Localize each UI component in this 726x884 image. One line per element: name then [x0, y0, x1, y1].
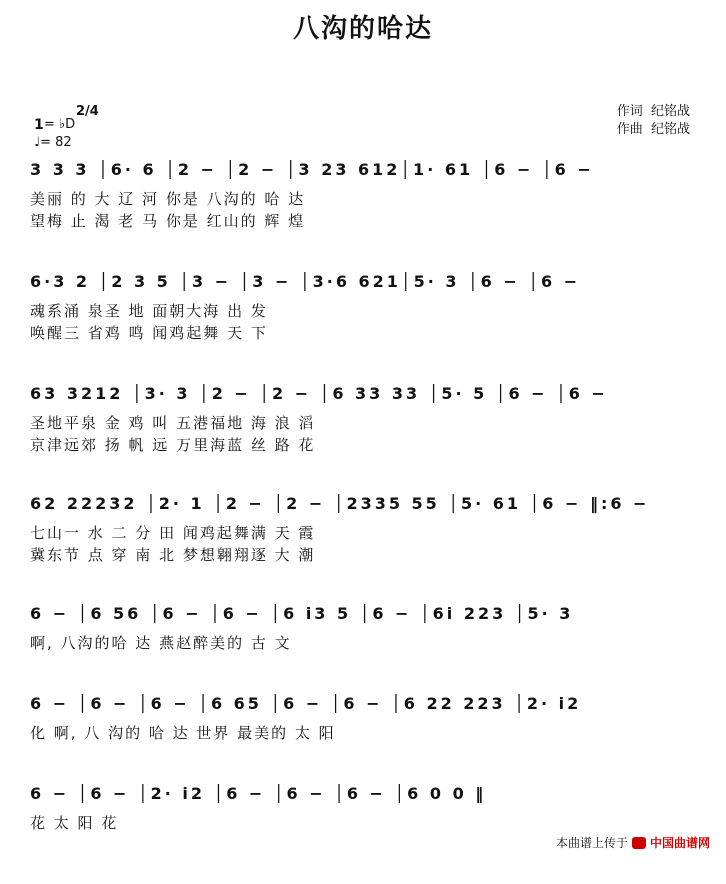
notes-line: 3 3 3 │6· 6 │2 − │2 − │3 23 612│1· 61 │6 − │6 −	[30, 160, 594, 179]
credits	[617, 103, 690, 139]
lyrics-verse-2: 望梅 止 渴 老 马 你是 红山的 辉 煌	[30, 212, 306, 230]
score-system-1	[0, 160, 726, 260]
key-eq: = ♭D	[44, 117, 76, 132]
lyrics-verse-1: 啊, 八沟的哈 达 燕赵醉美的 古 文	[30, 634, 292, 652]
lyrics-verse-1: 化 啊, 八 沟的 哈 达 世界 最美的 太 阳	[30, 724, 336, 742]
lyrics-verse-1: 魂系涌 泉圣 地 面朝大海 出 发	[30, 302, 268, 320]
key-signature	[30, 103, 100, 151]
page-title: 八沟的哈达	[292, 14, 433, 44]
site-logo-icon	[632, 837, 646, 849]
lyrics-verse-1: 七山一 水 二 分 田 闻鸡起舞满 天 霞	[30, 524, 316, 542]
score-system-5	[0, 604, 726, 704]
notes-line: 63 3212 │3· 3 │2 − │2 − │6 33 33 │5· 5 │6 − │6 −	[30, 384, 608, 403]
notes-line: 6·3 2 │2 3 5 │3 − │3 − │3·6 621│5· 3 │6 − │6 −	[30, 272, 581, 291]
composer: 作曲 纪铭战	[616, 122, 690, 137]
score-system-4	[0, 494, 726, 594]
site-logo-text[interactable]: 中国曲谱网	[649, 836, 710, 850]
key-one: 1	[34, 117, 44, 133]
lyricist: 作词 纪铭战	[616, 104, 690, 119]
time-signature: 2/4	[76, 104, 99, 119]
lyrics-verse-1: 美丽 的 大 辽 河 你是 八沟的 哈 达	[30, 190, 306, 208]
notes-line: 6 − │6 − │6 − │6 65 │6 − │6 − │6 22 223 │2· i2	[30, 694, 582, 713]
footer-text: 本曲谱上传于	[555, 836, 628, 850]
tempo: ♩= 82	[34, 135, 72, 150]
lyrics-verse-1: 花 太 阳 花	[30, 814, 119, 832]
score-system-3	[0, 384, 726, 484]
notes-line: 6 − │6 56 │6 − │6 − │6 i3 5 │6 − │6i 223 │5· 3	[30, 604, 574, 623]
notes-line: 6 − │6 − │2· i2 │6 − │6 − │6 − │6 0 0 ‖	[30, 784, 487, 803]
footer	[556, 834, 710, 851]
notes-line: 62 22232 │2· 1 │2 − │2 − │2335 55 │5· 61 │6 − ‖:6 −	[30, 494, 650, 513]
score-system-2	[0, 272, 726, 372]
lyrics-verse-1: 圣地平泉 金 鸡 叫 五港福地 海 浪 滔	[30, 414, 316, 432]
lyrics-verse-2: 京津远郊 扬 帆 远 万里海蓝 丝 路 花	[30, 436, 316, 454]
lyrics-verse-2: 冀东节 点 穿 南 北 梦想翱翔逐 大 潮	[30, 546, 316, 564]
score-system-6	[0, 694, 726, 794]
lyrics-verse-2: 唤醒三 省鸡 鸣 闻鸡起舞 天 下	[30, 324, 268, 342]
